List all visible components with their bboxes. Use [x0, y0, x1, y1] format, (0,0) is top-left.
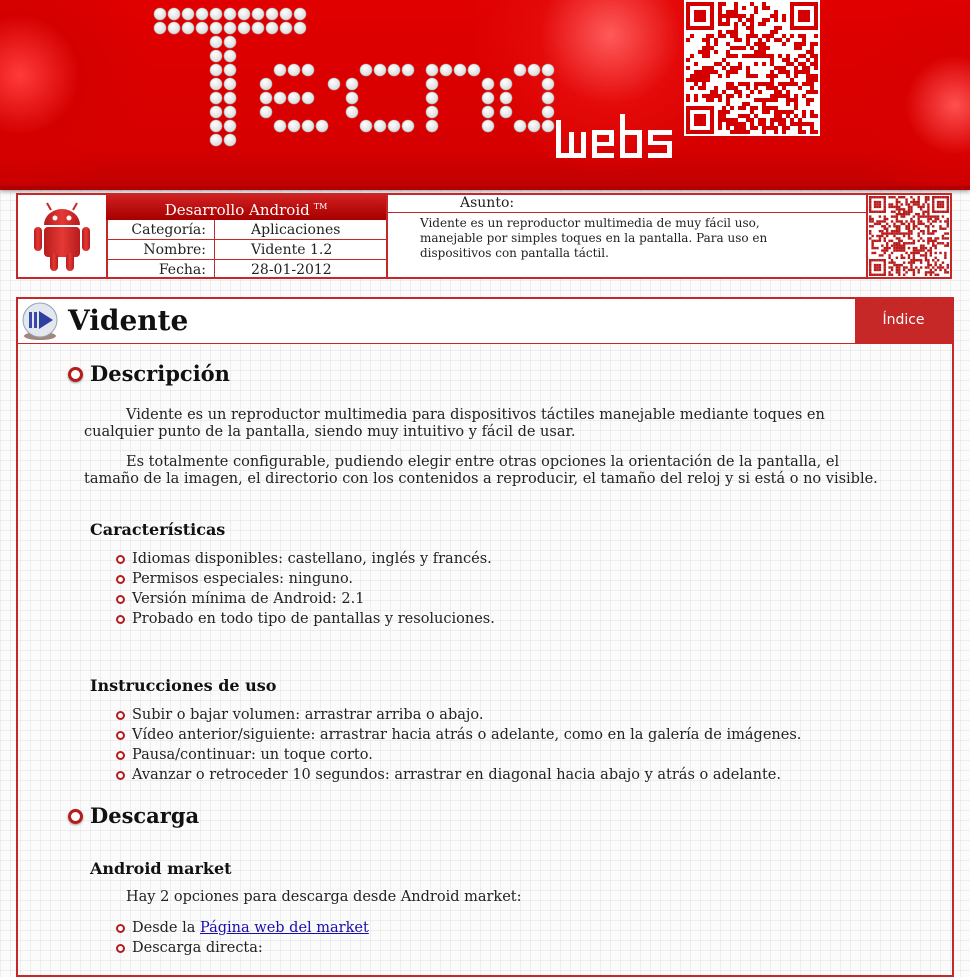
list-item [116, 745, 801, 765]
subject-box [386, 195, 868, 277]
article-meta [106, 195, 388, 277]
meta-row [106, 260, 386, 280]
list-item-text: Vídeo anterior/siguiente: arrastrar hacia atrás o adelante, como en la galería de imágenes. [132, 727, 802, 743]
main-content-panel [16, 297, 954, 977]
list-bullet-icon [116, 944, 125, 953]
list-item [116, 549, 495, 569]
download-options-list [116, 918, 369, 958]
list-item [116, 918, 369, 938]
list-item [116, 938, 369, 958]
description-paragraph-1: Vidente es un reproductor multimedia para dispositivos táctiles manejable mediante toques en cualquier punto de la pantalla, siendo muy intuitivo y fácil de usar. [84, 407, 825, 440]
meta-value: 28-01-2012 [251, 261, 332, 278]
list-item-text: Avanzar o retroceder 10 segundos: arrastrar en diagonal hacia abajo y atrás o adelante. [132, 767, 781, 783]
list-bullet-icon [116, 711, 125, 720]
list-item-text: Probado en todo tipo de pantallas y resoluciones. [132, 611, 495, 627]
meta-row [106, 240, 386, 260]
header-banner [0, 0, 970, 190]
category-header [106, 195, 386, 220]
list-item [116, 705, 801, 725]
list-bullet-icon [116, 555, 125, 564]
description-paragraph-2: Es totalmente configurable, pudiendo elegir entre otras opciones la orientación de la pantalla, el tamaño de la imagen, el directorio con los contenidos a reproducir, el tamaño del reloj y si está o no visible. [84, 454, 878, 487]
download-option-text: Descarga directa: [132, 940, 263, 956]
list-bullet-icon [116, 615, 125, 624]
list-item [116, 589, 495, 609]
section-bullet-icon [68, 809, 83, 824]
list-bullet-icon [116, 771, 125, 780]
section-heading-descarga [68, 803, 199, 828]
vidente-app-icon [20, 301, 60, 341]
features-list [116, 549, 495, 629]
list-item-text: Pausa/continuar: un toque corto. [132, 747, 373, 763]
index-button[interactable]: Índice [855, 299, 952, 343]
instructions-list [116, 705, 801, 785]
list-bullet-icon [116, 924, 125, 933]
meta-row [106, 220, 386, 240]
trademark-mark: TM [313, 202, 328, 211]
meta-label: Fecha: [106, 260, 215, 280]
title-bar [18, 299, 952, 344]
meta-label: Categoría: [106, 220, 215, 240]
page-title: Vidente [68, 304, 189, 337]
list-item [116, 609, 495, 629]
list-bullet-icon [116, 575, 125, 584]
download-option-text: Desde la [132, 920, 201, 936]
list-item-text: Versión mínima de Android: 2.1 [132, 591, 365, 607]
meta-value: Aplicaciones [215, 220, 387, 240]
list-bullet-icon [116, 595, 125, 604]
article-info-strip [16, 193, 952, 279]
list-item-text: Idiomas disponibles: castellano, inglés y francés. [132, 551, 492, 567]
section-heading-text: Descripción [90, 361, 230, 386]
list-item-text: Subir o bajar volumen: arrastrar arriba o abajo. [132, 707, 484, 723]
subheading-caracteristicas: Características [90, 520, 226, 539]
list-item [116, 725, 801, 745]
meta-value: Vidente 1.2 [215, 240, 387, 260]
webs-logo [552, 110, 678, 162]
list-item [116, 569, 495, 589]
download-intro: Hay 2 opciones para descarga desde Android market: [126, 889, 522, 905]
subject-label: Asunto: [386, 195, 866, 213]
qr-code-icon [686, 2, 818, 134]
meta-table [106, 220, 386, 279]
subheading-instrucciones: Instrucciones de uso [90, 676, 277, 695]
category-title: Desarrollo Android [164, 201, 310, 219]
list-bullet-icon [116, 751, 125, 760]
subheading-android-market: Android market [90, 859, 232, 878]
list-item [116, 765, 801, 785]
qr-code-small-icon [868, 196, 950, 276]
section-heading-descripcion [68, 361, 230, 386]
list-item-text: Permisos especiales: ninguno. [132, 571, 354, 587]
list-bullet-icon [116, 731, 125, 740]
subject-text: Vidente es un reproductor multimedia de muy fácil uso, manejable por simples toques en la pantalla. Para uso en dispositivos con pantalla táctil. [420, 216, 768, 260]
android-logo-cell [18, 195, 108, 277]
section-heading-text: Descarga [90, 803, 200, 828]
tecna-logo [150, 0, 560, 150]
market-web-link[interactable]: Página web del market [200, 920, 369, 936]
android-robot-icon [18, 195, 106, 277]
meta-label: Nombre: [106, 240, 215, 260]
section-bullet-icon [68, 367, 83, 382]
